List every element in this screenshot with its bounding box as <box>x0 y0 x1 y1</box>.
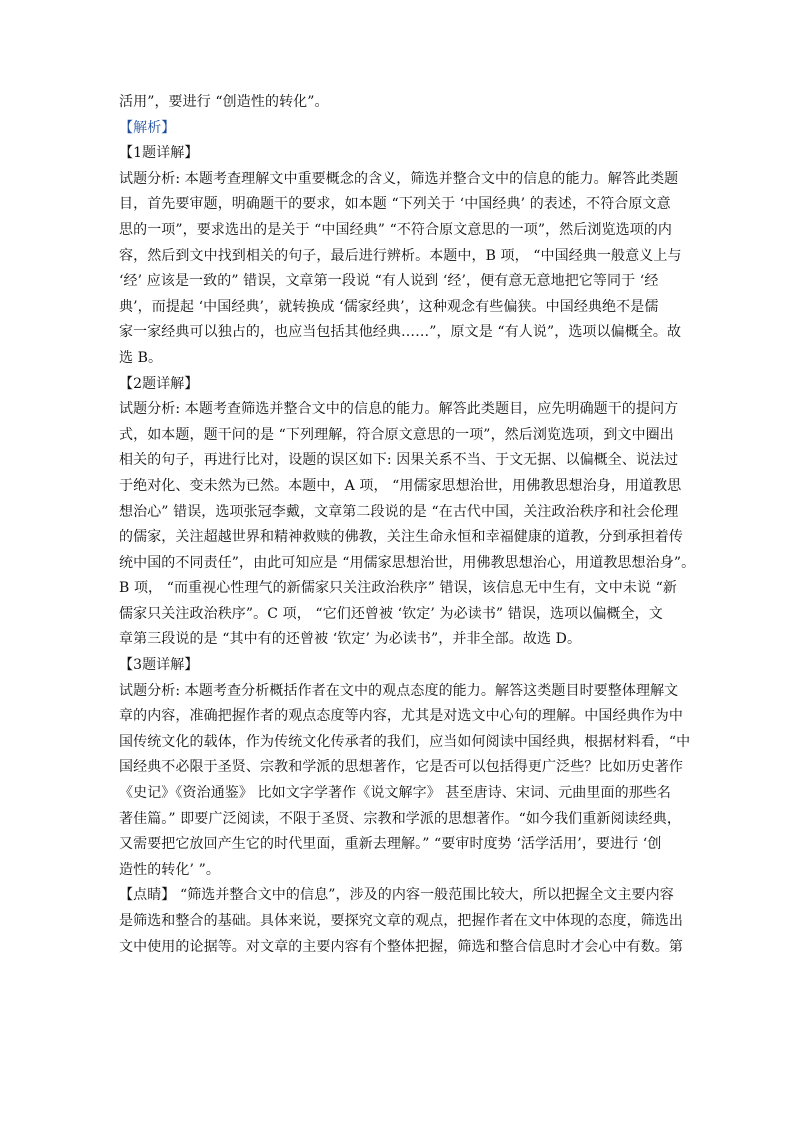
question-heading-1: 【1题详解】 <box>119 145 199 162</box>
text-line: 思的一项”，要求选出的是关于 “中国经典” “不符合原文意思的一项”，然后浏览选项的内 <box>119 221 672 238</box>
text-line: 又需要把它放回产生它的时代里面，重新去理解。” “要审时度势 ‘活学活用’，要进行 ‘创 <box>119 836 662 853</box>
text-line: 想治心” 错误，选项张冠李戴，文章第二段说的是 “在古代中国，关注政治秩序和社会伦理 <box>119 503 679 520</box>
question-heading-2: 【2题详解】 <box>119 375 199 392</box>
text-line: 于绝对化、变未然为已然。本题中，A 项， “用儒家思想治世，用佛教思想治身，用道教思 <box>119 477 682 494</box>
question-heading-3: 【3题详解】 <box>119 657 199 674</box>
text-line: 章的内容，准确把握作者的观点态度等内容，尤其是对选文中心句的理解。中国经典作为中 <box>119 708 683 725</box>
text-line: 造性的转化’ ”。 <box>119 861 220 878</box>
text-line: 家一家经典可以独占的，也应当包括其他经典……”，原文是 “有人说”，选项以偏概全。故 <box>119 324 682 341</box>
text-line: 相关的句子，再进行比对，设题的误区如下: 因果关系不当、于文无据、以偏概全、说法过 <box>119 452 679 469</box>
text-line: 目，首先要审题，明确题干的要求，如本题 “下列关于 ‘中国经典’ 的表述，不符合原文意 <box>119 196 671 213</box>
text-line: 典’，而提起 ‘中国经典’，就转换成 ‘儒家经典’，这种观念有些偏狭。中国经典绝不是儒 <box>119 298 659 315</box>
text-line: 统中国的不同责任”，由此可知应是 “用儒家思想治世，用佛教思想治心，用道教思想治身”。 <box>119 554 696 571</box>
text-line: 试题分析: 本题考查筛选并整合文中的信息的能力。解答此类题目，应先明确题干的提问方 <box>119 401 679 418</box>
text-line: 国经典不必限于圣贤、宗教和学派的思想著作，它是否可以包括得更广泛些？比如历史著作 <box>119 759 683 776</box>
document-body <box>119 90 696 960</box>
text-line: 试题分析: 本题考查分析概括作者在文中的观点态度的能力。解答这类题目时要整体理解文 <box>119 682 679 699</box>
text-line: 《史记》《资治通鉴》 比如文字学著作《说文解字》 甚至唐诗、宋词、元曲里面的那些名 <box>119 785 671 802</box>
section-heading-analysis: 【解析】 <box>119 119 176 136</box>
text-line: 是筛选和整合的基础。具体来说，要探究文章的观点，把握作者在文中体现的态度，筛选出 <box>119 913 683 929</box>
text-line: B 项， “而重视心性理气的新儒家只关注政治秩序” 错误，该信息无中生有，文中未说 “新 <box>119 580 677 597</box>
text-line: 章第三段说的是 “其中有的还曾被 ‘钦定’ 为必读书”，并非全部。故选 D。 <box>119 631 582 648</box>
text-line: 著佳篇。” 即要广泛阅读，不限于圣贤、宗教和学派的思想著作。“如今我们重新阅读经典， <box>119 810 681 827</box>
text-line: 国传统文化的载体，作为传统文化传承者的我们，应当如何阅读中国经典，根据材料看，“中 <box>119 733 691 750</box>
text-line: ‘经’ 应该是一致的” 错误，文章第一段说 “有人说到 ‘经’，便有意无意地把它等同于 ‘经 <box>119 273 659 290</box>
text-line: 式，如本题，题干问的是 “下列理解，符合原文意思的一项”，然后浏览选项，到文中圈出 <box>119 426 674 443</box>
text-line: 选 B。 <box>119 349 163 366</box>
key-point-line: 【点睛】 “筛选并整合文中的信息”，涉及的内容一般范围比较大，所以把握全文主要内容 <box>119 887 674 904</box>
text-line: 的儒家，关注超越世界和精神救赎的佛教，关注生命永恒和幸福健康的道教，分到承担着传 <box>119 529 683 546</box>
text-line: 活用”，要进行 “创造性的转化”。 <box>119 94 329 110</box>
text-line: 儒家只关注政治秩序”。C 项， “它们还曾被 ‘钦定’ 为必读书” 错误，选项以偏概全，文 <box>119 605 663 622</box>
text-line: 容，然后到文中找到相关的句子，最后进行辨析。本题中，B 项， “中国经典一般意义上与 <box>119 247 682 264</box>
text-line: 文中使用的论据等。对文章的主要内容有个整体把握，筛选和整合信息时才会心中有数。第 <box>119 938 683 955</box>
text-line: 试题分析: 本题考查理解文中重要概念的含义，筛选并整合文中的信息的能力。解答此类题 <box>119 170 679 187</box>
